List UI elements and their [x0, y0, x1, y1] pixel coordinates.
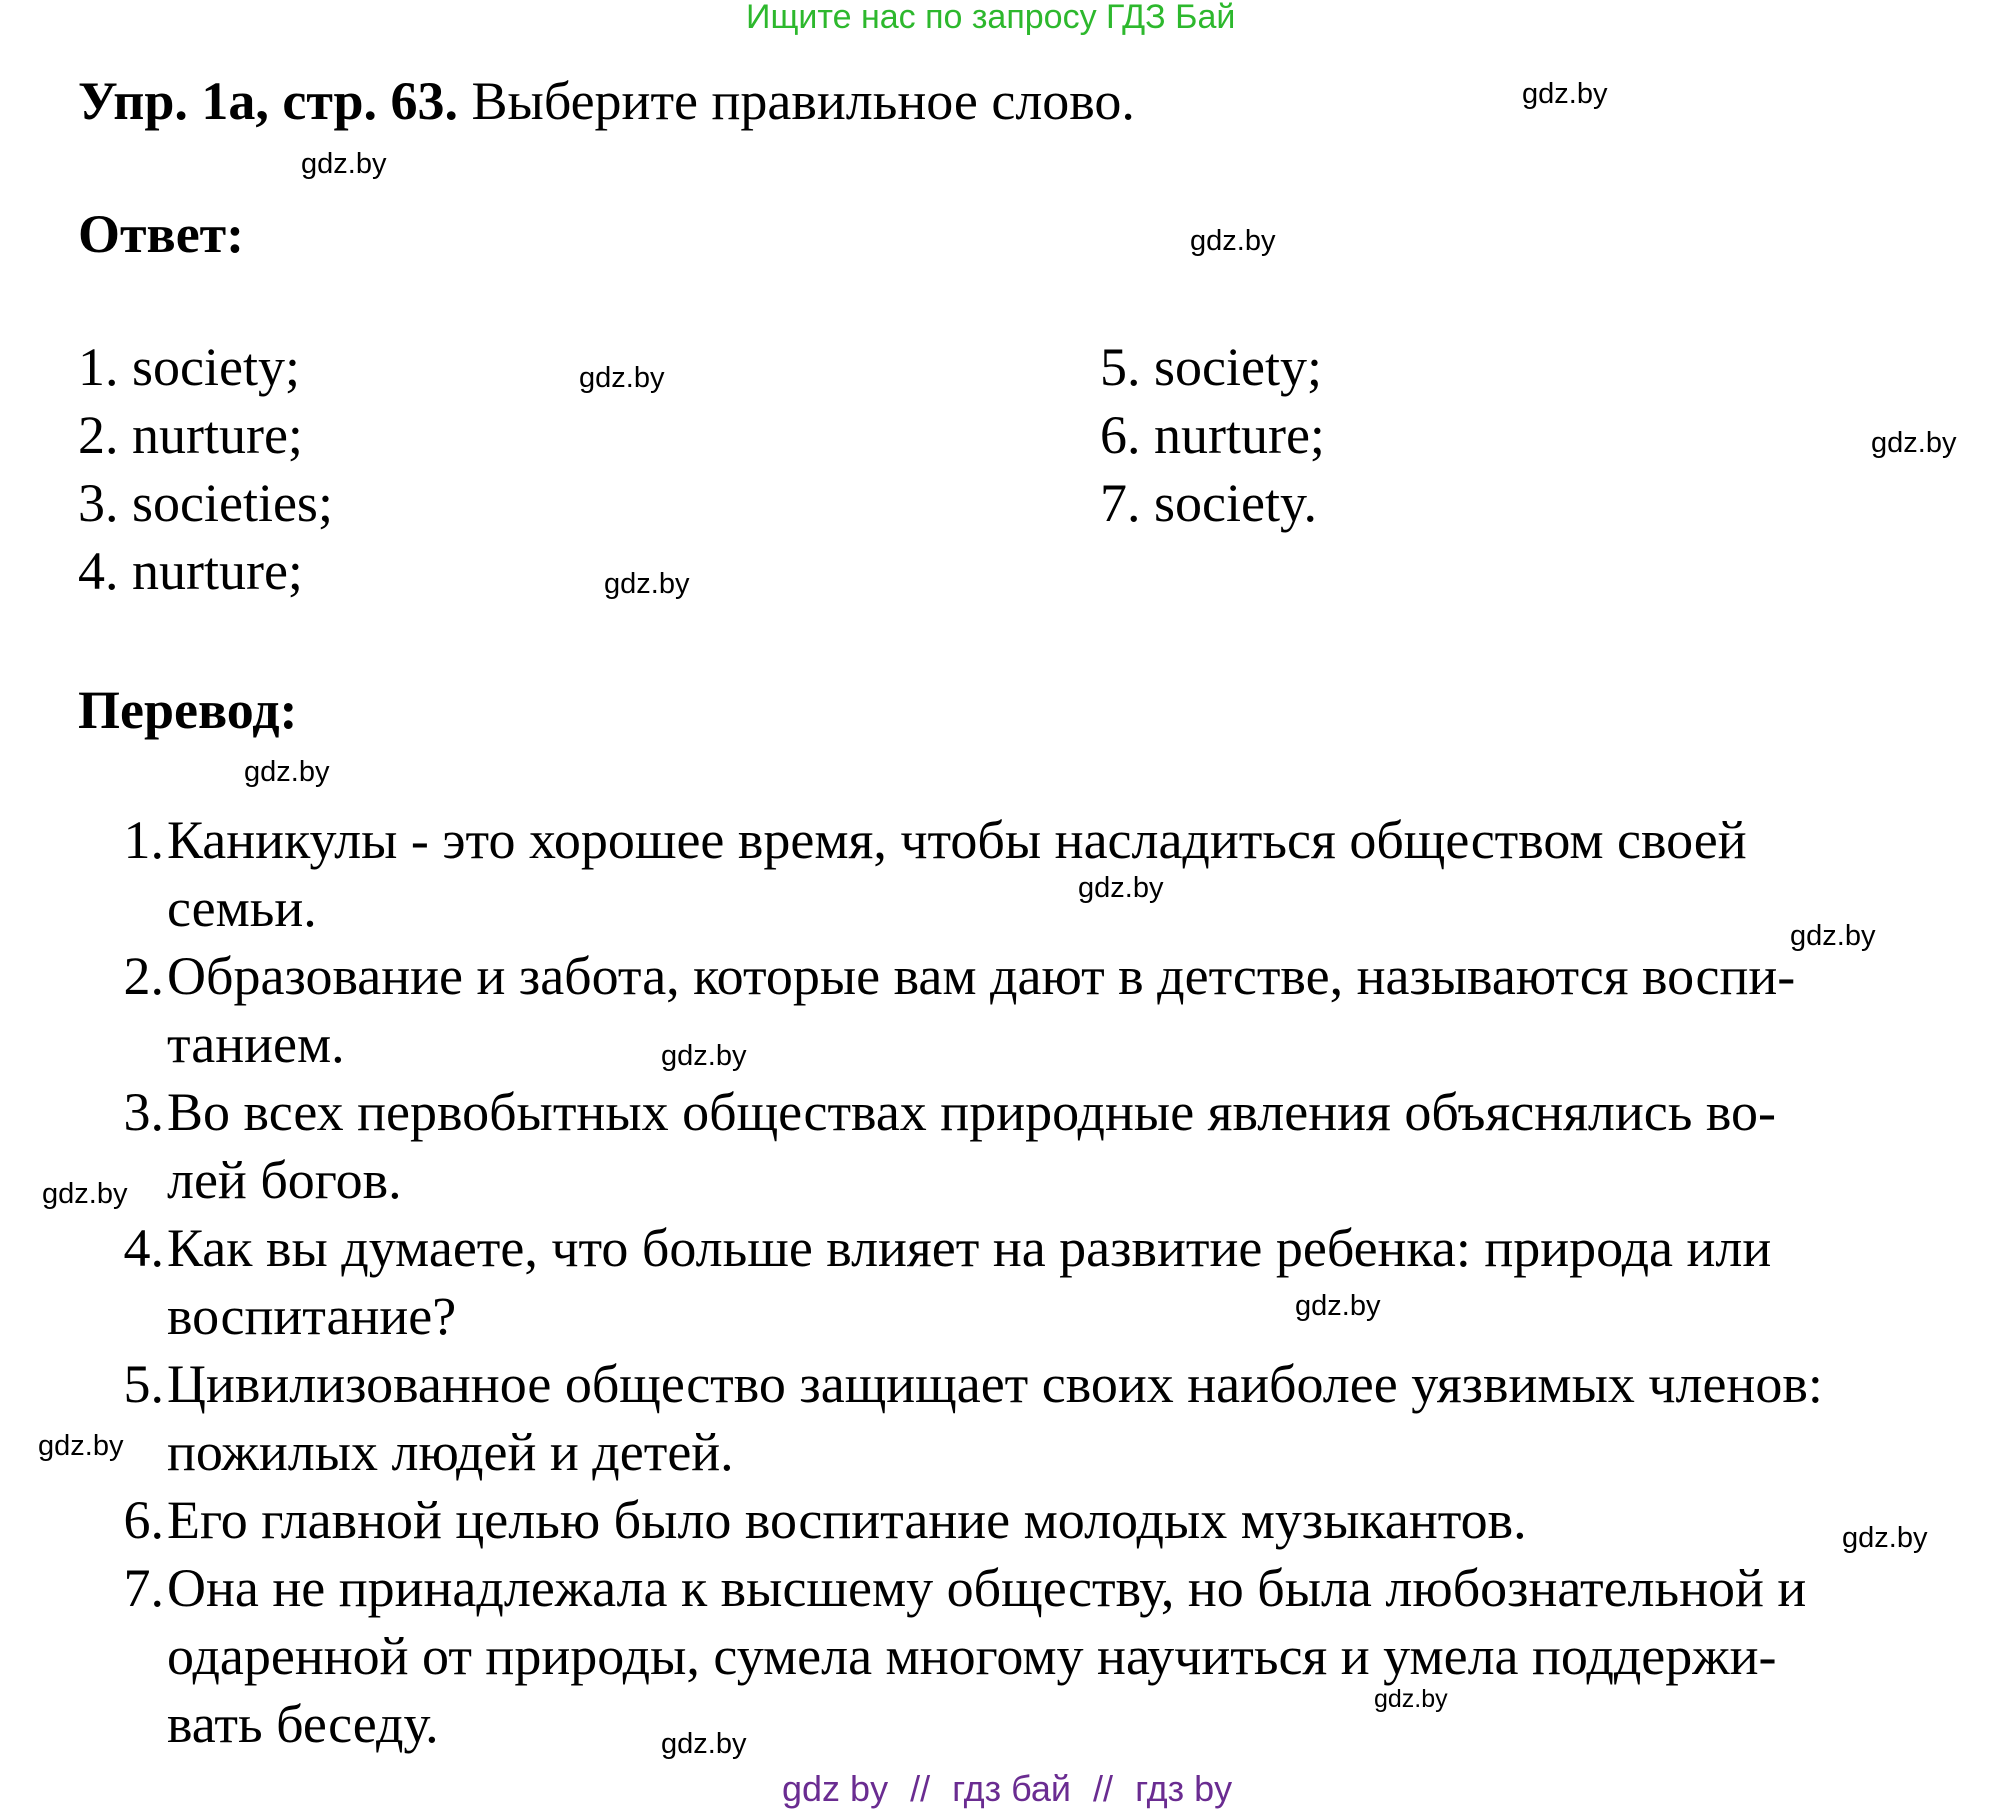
translation-item-number: 6. — [123, 1490, 164, 1550]
translation-line: одаренной от природы, сумела многому научиться и умела поддержи- — [167, 1626, 1777, 1686]
watermark: gdz.by — [1871, 427, 1957, 459]
watermark: gdz.by — [1522, 78, 1608, 110]
answer-item: 6. nurture; — [1100, 405, 1325, 465]
translation-item-number: 2. — [123, 946, 164, 1006]
translation-item-number: 5. — [123, 1354, 164, 1414]
exercise-header — [78, 71, 1135, 131]
translation-line: Как вы думаете, что больше влияет на развитие ребенка: природа или — [167, 1218, 1772, 1278]
watermark: gdz.by — [604, 568, 690, 600]
translation-heading: Перевод: — [78, 680, 298, 740]
answer-item: 4. nurture; — [78, 541, 303, 601]
watermark: gdz.by — [1078, 872, 1164, 904]
watermark: gdz.by — [1790, 920, 1876, 952]
translation-item-number: 1. — [123, 810, 164, 870]
translation-item-number: 7. — [123, 1558, 164, 1618]
footer-link[interactable]: гдз by — [1135, 1768, 1233, 1809]
watermark: gdz.by — [1190, 225, 1276, 257]
translation-line: Каникулы - это хорошее время, чтобы насладиться обществом своей — [167, 810, 1747, 870]
watermark: gdz.by — [42, 1178, 128, 1210]
footer-link[interactable]: gdz by — [782, 1768, 889, 1809]
answer-item: 1. society; — [78, 337, 300, 397]
watermark: gdz.by — [244, 756, 330, 788]
watermark: gdz.by — [579, 362, 665, 394]
watermark: gdz.by — [661, 1728, 747, 1760]
translation-line: Во всех первобытных обществах природные явления объяснялись во- — [167, 1082, 1776, 1142]
translation-line: Его главной целью было воспитание молодых музыкантов. — [167, 1490, 1527, 1550]
watermark: gdz.by — [38, 1430, 124, 1462]
exercise-label: Упр. 1а, стр. 63. — [78, 71, 459, 131]
answer-item: 5. society; — [1100, 337, 1322, 397]
translation-item-number: 3. — [123, 1082, 164, 1142]
translation-line: пожилых людей и детей. — [167, 1422, 734, 1482]
watermark: gdz.by — [301, 148, 387, 180]
translation-line: воспитание? — [167, 1286, 457, 1346]
translation-line: лей богов. — [167, 1150, 402, 1210]
footer-link[interactable]: гдз бай — [952, 1768, 1072, 1809]
watermark: gdz.by — [661, 1040, 747, 1072]
answer-item: 3. societies; — [78, 473, 333, 533]
watermark: gdz.by — [1842, 1522, 1928, 1554]
exercise-instruction: Выберите правильное слово. — [471, 71, 1135, 131]
translation-line: Образование и забота, которые вам дают в детстве, называются воспи- — [167, 946, 1796, 1006]
top-banner: Ищите нас по запросу ГДЗ Бай — [746, 0, 1236, 36]
watermark: gdz.by — [1374, 1685, 1448, 1713]
answer-heading: Ответ: — [78, 204, 245, 264]
translation-item-number: 4. — [123, 1218, 164, 1278]
translation-line: семьи. — [167, 878, 317, 938]
translation-line: Она не принадлежала к высшему обществу, но была любознательной и — [167, 1558, 1807, 1618]
translation-line: танием. — [167, 1014, 345, 1074]
footer-separator: // — [1093, 1768, 1114, 1809]
answer-item: 7. society. — [1100, 473, 1317, 533]
answer-item: 2. nurture; — [78, 405, 303, 465]
footer-links — [782, 1768, 1232, 1810]
translation-line: Цивилизованное общество защищает своих наиболее уязвимых членов: — [167, 1354, 1823, 1414]
watermark: gdz.by — [1295, 1290, 1381, 1322]
footer-separator: // — [910, 1768, 931, 1809]
translation-line: вать беседу. — [167, 1694, 439, 1754]
